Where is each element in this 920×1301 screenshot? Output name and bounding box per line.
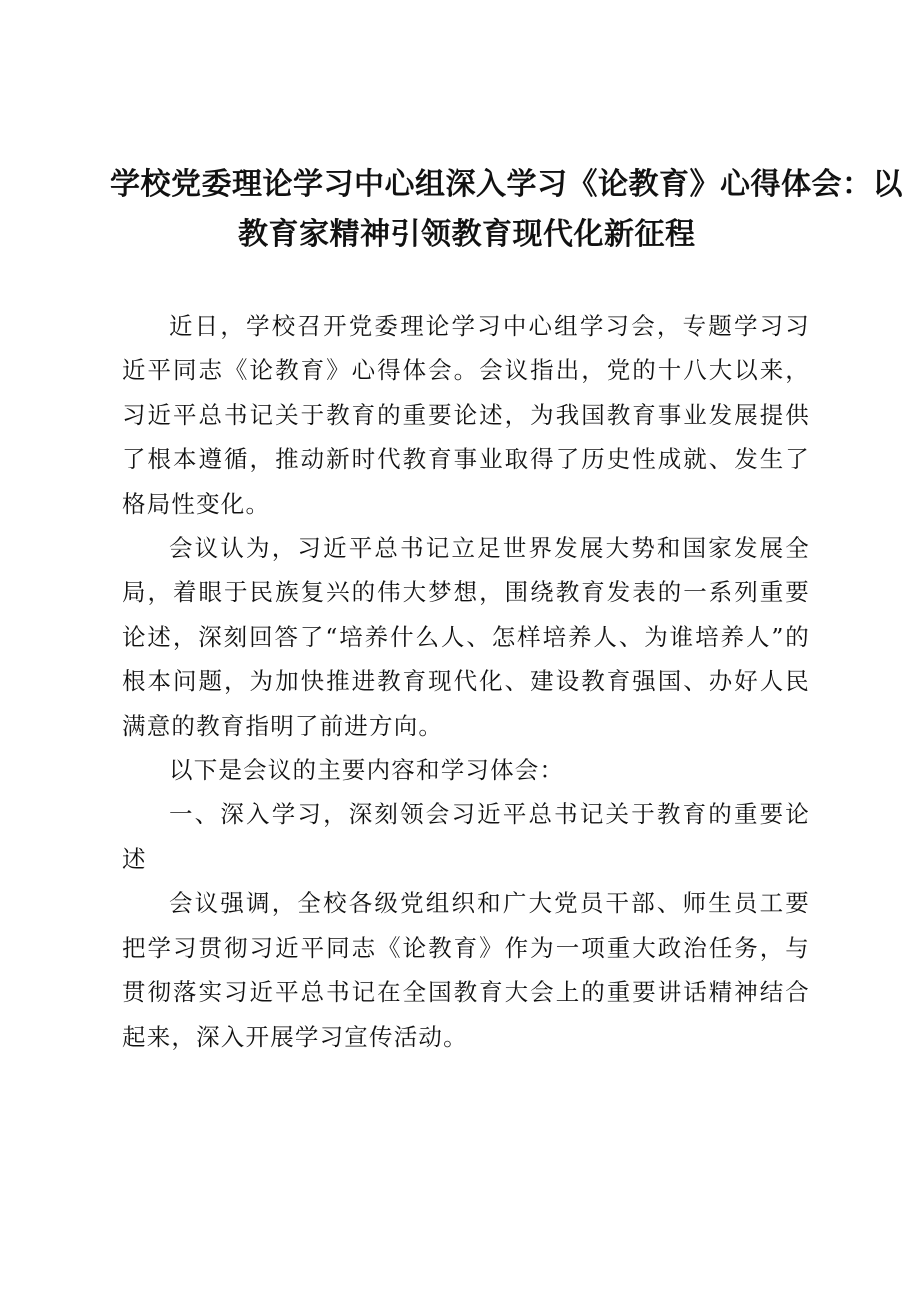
- paragraph-lead-in: 以下是会议的主要内容和学习体会：: [169, 756, 565, 785]
- title-line-2: 教育家精神引领教育现代化新征程: [238, 217, 696, 252]
- document-title: [110, 160, 903, 260]
- paragraph-emphasis: 会议强调，全校各级党组织和广大党员干部、师生员工要把学习贯彻习近平同志《论教育》作为一项重大政治任务，与贯彻落实习近平总书记在全国教育大会上的重要讲话精神结合起来，深入开展学习宣传活动。: [122, 889, 810, 1051]
- document-body: [122, 304, 810, 1059]
- section-heading-1: 一、深入学习，深刻领会习近平总书记关于教育的重要论述: [122, 800, 810, 873]
- title-line-1: 学校党委理论学习中心组深入学习《论教育》心得体会：以: [110, 167, 903, 202]
- paragraph-intro: 近日，学校召开党委理论学习中心组学习会，专题学习习近平同志《论教育》心得体会。会议指出，党的十八大以来，习近平总书记关于教育的重要论述，为我国教育事业发展提供了根本遵循，推动新时代教育事业取得了历史性成就、发生了格局性变化。: [122, 312, 810, 518]
- paragraph-meeting-view: 会议认为，习近平总书记立足世界发展大势和国家发展全局，着眼于民族复兴的伟大梦想，围绕教育发表的一系列重要论述，深刻回答了“培养什么人、怎样培养人、为谁培养人”的根本问题，为加快推进教育现代化、建设教育强国、办好人民满意的教育指明了前进方向。: [122, 534, 810, 740]
